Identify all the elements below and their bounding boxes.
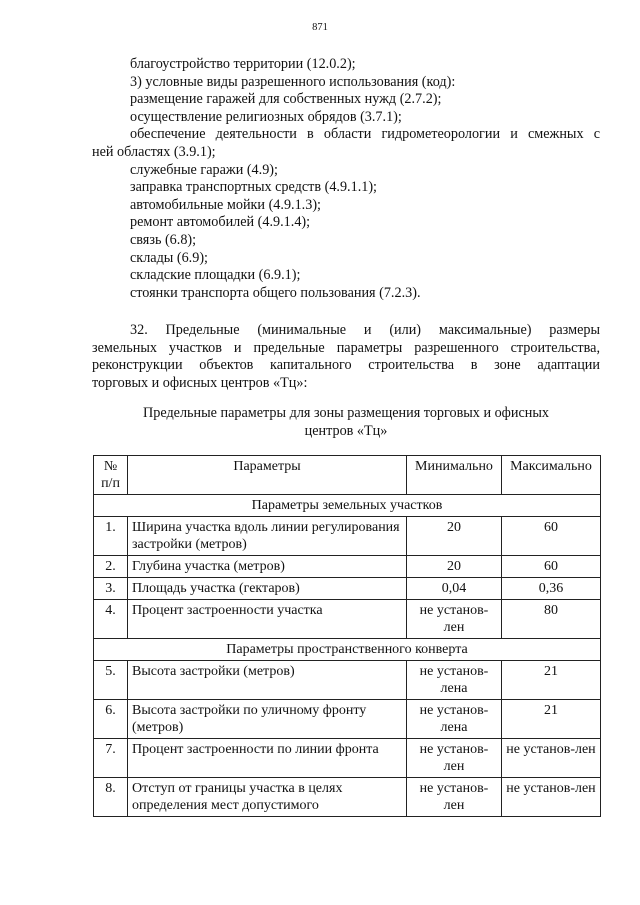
table-row	[94, 700, 601, 739]
paragraph-line: 32. Предельные (минимальные и (или) максимальные) размеры	[130, 322, 600, 338]
table-header-row	[94, 456, 601, 495]
list-line: стоянки транспорта общего пользования (7.2.3).	[130, 284, 421, 301]
row-maximum: 80	[502, 600, 601, 639]
list-line: размещение гаражей для собственных нужд (2.7.2);	[130, 91, 442, 108]
list-line: благоустройство территории (12.0.2);	[130, 56, 356, 72]
permitted-uses-list	[92, 56, 600, 302]
table-row	[94, 739, 601, 778]
header-maximum: Максимально	[502, 456, 601, 495]
table-row	[94, 578, 601, 600]
section-land-label: Параметры земельных участков	[94, 495, 601, 517]
row-number: 6.	[94, 700, 128, 739]
table-row	[94, 600, 601, 639]
row-minimum: не установ-лен	[407, 600, 502, 639]
list-line: осуществление религиозных обрядов (3.7.1);	[130, 108, 402, 125]
paragraph-line: земельных участков и предельные параметры разрешенного строительства,	[92, 339, 600, 356]
row-parameter: Глубина участка (метров)	[128, 556, 407, 578]
row-maximum: не установ-лен	[502, 739, 601, 778]
paragraph-32	[92, 322, 600, 392]
list-line: связь (6.8);	[130, 231, 197, 248]
row-parameter: Площадь участка (гектаров)	[128, 578, 407, 600]
section-row-space	[94, 639, 601, 661]
row-maximum: 21	[502, 661, 601, 700]
row-maximum: 60	[502, 517, 601, 556]
row-maximum: 21	[502, 700, 601, 739]
table-title-line-1: Предельные параметры для зоны размещения торговых и офисных	[143, 405, 549, 421]
list-line: автомобильные мойки (4.9.1.3);	[130, 196, 321, 213]
list-line: обеспечение деятельности в области гидрометеорологии и смежных с	[130, 126, 600, 143]
table-title-line-2: центров «Тц»	[304, 423, 388, 439]
row-parameter: Ширина участка вдоль линии регулирования застройки (метров)	[128, 517, 407, 556]
list-line: склады (6.9);	[130, 249, 208, 266]
header-parameters: Параметры	[128, 456, 407, 495]
row-parameter: Процент застроенности участка	[128, 600, 407, 639]
header-number-line-1: №	[103, 459, 118, 474]
paragraph-line: торговых и офисных центров «Тц»:	[92, 374, 308, 391]
row-number: 3.	[94, 578, 128, 600]
row-parameter: Отступ от границы участка в целях определения мест допустимого	[128, 778, 407, 817]
row-minimum: не установ-лена	[407, 700, 502, 739]
row-minimum: не установ-лен	[407, 778, 502, 817]
row-minimum: 20	[407, 556, 502, 578]
row-parameter: Высота застройки по уличному фронту (метров)	[128, 700, 407, 739]
row-maximum: 0,36	[502, 578, 601, 600]
list-line: служебные гаражи (4.9);	[130, 161, 278, 178]
list-line: заправка транспортных средств (4.9.1.1);	[130, 179, 377, 196]
row-number: 5.	[94, 661, 128, 700]
row-minimum: не установ-лен	[407, 739, 502, 778]
row-number: 8.	[94, 778, 128, 817]
row-number: 4.	[94, 600, 128, 639]
list-line: ремонт автомобилей (4.9.1.4);	[130, 214, 311, 231]
row-maximum: не установ-лен	[502, 778, 601, 817]
row-parameter: Процент застроенности по линии фронта	[128, 739, 407, 778]
header-minimum: Минимально	[407, 456, 502, 495]
list-line: 3) условные виды разрешенного использования (код):	[130, 73, 456, 90]
list-line: складские площадки (6.9.1);	[130, 267, 301, 284]
row-number: 2.	[94, 556, 128, 578]
row-number: 1.	[94, 517, 128, 556]
row-number: 7.	[94, 739, 128, 778]
table-row	[94, 661, 601, 700]
paragraph-line: реконструкции объектов капитального строительства в зоне адаптации	[92, 357, 600, 374]
section-row-land	[94, 495, 601, 517]
row-minimum: 20	[407, 517, 502, 556]
table-title	[92, 404, 600, 440]
table-row	[94, 778, 601, 817]
list-line: ней областях (3.9.1);	[92, 143, 216, 160]
row-maximum: 60	[502, 556, 601, 578]
row-minimum: 0,04	[407, 578, 502, 600]
header-number	[94, 456, 128, 495]
parameters-table	[93, 455, 601, 817]
section-space-label: Параметры пространственного конверта	[94, 639, 601, 661]
page-number: 871	[312, 22, 328, 33]
table-row	[94, 556, 601, 578]
table-row	[94, 517, 601, 556]
row-parameter: Высота застройки (метров)	[128, 661, 407, 700]
header-number-line-2: п/п	[101, 476, 120, 491]
row-minimum: не установ-лена	[407, 661, 502, 700]
